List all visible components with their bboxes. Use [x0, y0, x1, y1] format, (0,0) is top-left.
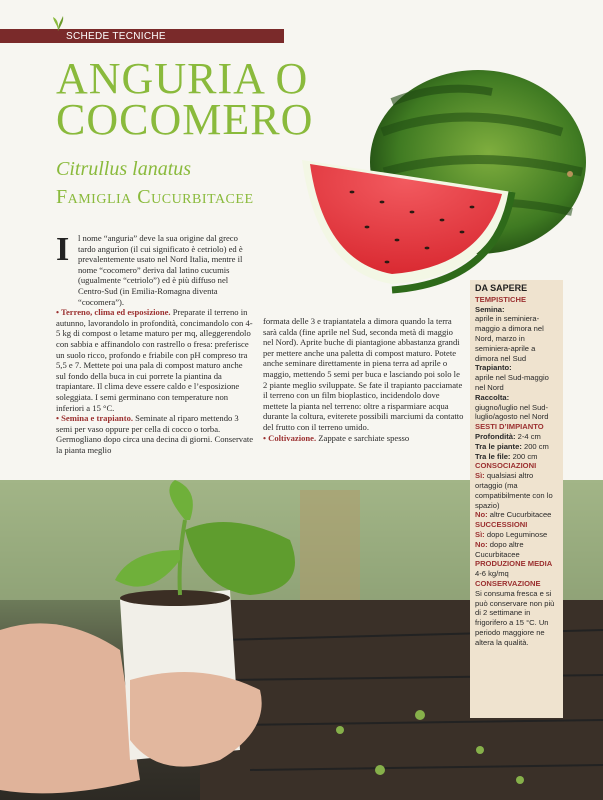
section-text: Zappate e sarchiate spesso	[316, 432, 410, 443]
section-text: Seminate al riparo mettendo 3 semi per vaso oppure per cella di cocco o torba. Germogliano dopo circa una decina di giorni. Conservate la pianta meglio	[56, 413, 254, 455]
sidebar-category: SUCCESSIONI	[475, 520, 528, 530]
section-semina	[56, 413, 254, 455]
sidebar-value: aprile nel Sud-maggio nel Nord	[475, 373, 549, 392]
sidebar-yes-label: Sì:	[475, 529, 485, 539]
info-sidebar	[470, 280, 563, 718]
section-heading: • Terreno, clima ed esposizione.	[56, 307, 171, 318]
sidebar-value: Si consuma fresca e si può conservare non più di 2 settimane in frigorifero a 15 °C. Un periodo maggiore ne altera la qualità.	[475, 588, 555, 647]
sidebar-label: Profondità:	[475, 431, 516, 441]
sidebar-category: SESTI D’IMPIANTO	[475, 422, 544, 432]
col2-paragraph	[263, 316, 465, 433]
sidebar-label: Trapianto:	[475, 363, 512, 373]
section-header-bar	[0, 29, 284, 43]
sidebar-value: 200 cm	[512, 451, 538, 461]
latin-name: Citrullus lanatus	[56, 158, 192, 180]
sidebar-value: 2-4 cm	[517, 431, 541, 441]
sidebar-value: 200 cm	[523, 441, 549, 451]
sidebar-category: PRODUZIONE MEDIA	[475, 559, 553, 569]
sidebar-value: aprile in seminiera-maggio a dimora nel Nord, marzo in seminiera-aprile a dimora nel Sud	[475, 314, 544, 363]
section-terreno	[56, 307, 254, 413]
sidebar-value: dopo Leguminose	[486, 529, 548, 539]
section-heading: • Coltivazione.	[263, 432, 317, 443]
sidebar-value: altre Cucurbitacee	[489, 510, 552, 520]
intro-paragraph	[56, 233, 254, 307]
sidebar-yes-label: Sì:	[475, 471, 485, 481]
sidebar-no-label: No:	[475, 539, 488, 549]
sidebar-category: TEMPISTICHE	[475, 294, 527, 304]
col2-text: formata delle 3 e trapiantatela a dimora quando la terra sarà calda (fine aprile nel Sud, seconda metà di maggio nel Nord). Aprite buche di piantagione abbastanza grandi per mettere anche una paletta di compost maturo. Potete anche seminare direttamente in piena terra ad aprile o maggio, mettendo 5 semi per buca e lasciando poi solo le 2 piante meglio sviluppate. Se fate il trapianto pacciamate il terreno con un film bioplastico, incidendolo dove mettete la pianta nel terreno: oltre a risparmiare acqua durante la coltura, eviterete possibili marciumi da contatto del frutto con il terreno umido.	[263, 316, 464, 432]
intro-text: l nome “anguria” deve la sua origine dal greco tardo angurìon (il cui significato è cetriolo) ed è prevalentemente usato nel Nord Italia, mentre il nome “cocomero” deriva dal latino cucumis (ugualmente “cetriolo”) ed è più diffuso nel Centro-Sud (in Emilia-Romagna diventa “cocomera”).	[78, 233, 243, 307]
title-line-1: ANGURIA O	[56, 54, 309, 103]
leaf-icon	[51, 15, 65, 31]
article-column-2	[263, 316, 465, 443]
family-name: Famiglia Cucurbitacee	[56, 186, 254, 208]
title-line-2: COCOMERO	[56, 95, 314, 144]
sidebar-category: CONSERVAZIONE	[475, 578, 541, 588]
sidebar-value: qualsiasi altro ortaggio (ma compatibilmente con lo spazio)	[475, 471, 553, 510]
sidebar-label: Raccolta:	[475, 392, 510, 402]
section-text: Preparate il terreno in autunno, lavorandolo in profondità, concimandolo con 4-5 kg di compost o letame maturo per mq, alleggerendolo con sabbia e affinandolo con rastrello o fresa: preferisce un suolo ricco, profondo e friabile con pH compreso tra 5,5 e 7. Mettete poi una pala di compost maturo anche sul fondo della buca in cui porrete la piantina da trapiantare. Il clima deve essere caldo e l’esposizione soleggiata. I semi germinano con temperature non inferiori a 15 °C.	[56, 307, 253, 413]
sidebar-label: Tra le piante:	[475, 441, 522, 451]
section-heading: • Semina e trapianto.	[56, 413, 134, 424]
sidebar-category: CONSOCIAZIONI	[475, 461, 537, 471]
sidebar-title: DA SAPERE	[475, 283, 528, 293]
drop-cap: I	[56, 231, 70, 268]
watermelon-image	[292, 62, 592, 294]
section-coltivazione	[263, 433, 465, 444]
sidebar-label: Tra le file:	[475, 451, 511, 461]
article-column-1	[56, 233, 254, 455]
section-label: SCHEDE TECNICHE	[66, 30, 166, 42]
sidebar-label: Semina:	[475, 304, 505, 314]
sidebar-value: giugno/luglio nel Sud-luglio/agosto nel Nord	[475, 402, 549, 422]
sidebar-value: 4-6 kg/mq	[475, 569, 509, 579]
sidebar-value: dopo altre Cucurbitacee	[475, 539, 524, 559]
sidebar-no-label: No:	[475, 510, 488, 520]
